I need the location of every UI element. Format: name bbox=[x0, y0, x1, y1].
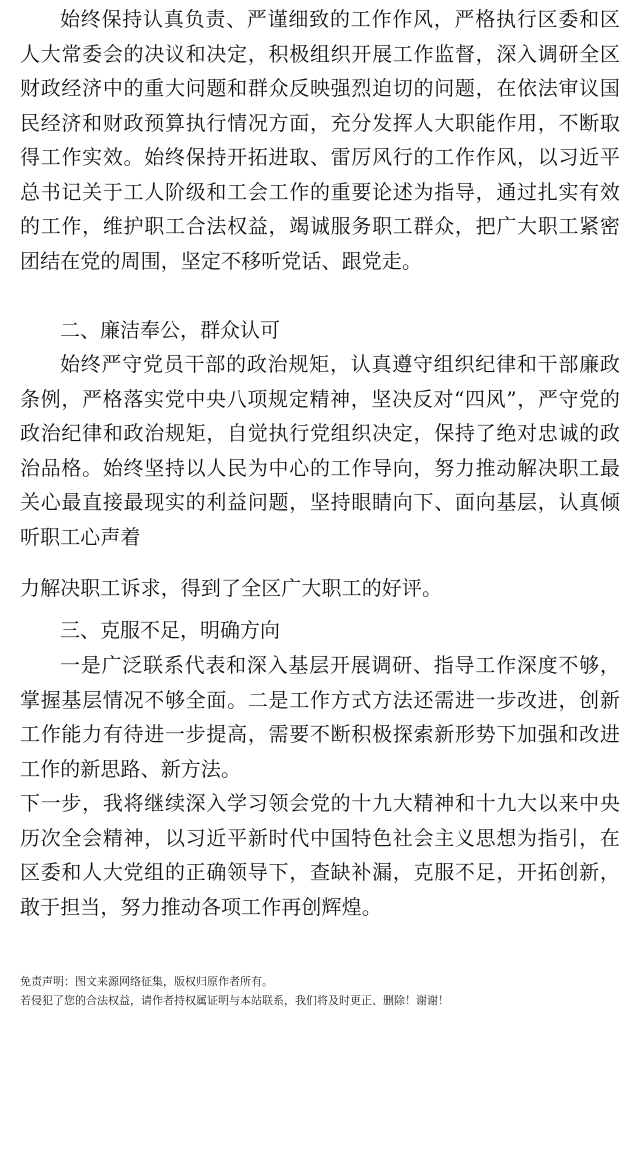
paragraph-next-steps: 下一步，我将继续深入学习领会党的十九大精神和十九大以来中央历次全会精神，以习近平新时代中国特色社会主义思想为指引，在区委和人大党组的正确领导下，查缺补漏，克服不足，开拓创新，敢于担当，努力推动各项工作再创辉煌。 bbox=[20, 791, 620, 919]
disclaimer-line-2: 若侵犯了您的合法权益，请作者持权属证明与本站联系，我们将及时更正、删除！谢谢！ bbox=[20, 994, 449, 1007]
section-heading-integrity: 二、廉洁奉公，群众认可 bbox=[60, 318, 280, 342]
paragraph-shortcomings: 一是广泛联系代表和深入基层开展调研、指导工作深度不够，掌握基层情况不够全面。二是工作方式方法还需进一步改进，创新工作能力有待进一步提高，需要不断积极探索新形势下加强和改进工作的新思路、新方法。 bbox=[20, 653, 620, 781]
paragraph-work-style: 始终保持认真负责、严谨细致的工作作风，严格执行区委和区人大常委会的决议和决定，积极组织开展工作监督，深入调研全区财政经济中的重大问题和群众反映强烈迫切的问题，在依法审议国民经济和财政预算执行情况方面，充分发挥人大职能作用，不断取得工作实效。始终保持开拓进取、雷厉风行的工作作风，以习近平总书记关于工人阶级和工会工作的重要论述为指导，通过扎实有效的工作，维护职工合法权益，竭诚服务职工群众，把广大职工紧密团结在党的周围，坚定不移听党话、跟党走。 bbox=[20, 7, 620, 273]
paragraph-integrity-continued: 力解决职工诉求，得到了全区广大职工的好评。 bbox=[20, 576, 443, 600]
paragraph-integrity: 始终严守党员干部的政治规矩，认真遵守组织纪律和干部廉政条例，严格落实党中央八项规定精神，坚决反对“四风”，严守党的政治纪律和政治规矩，自觉执行党组织决定，保持了绝对忠诚的政治品格。始终坚持以人民为中心的工作导向，努力推动解决职工最关心最直接最现实的利益问题，坚持眼睛向下、面向基层，认真倾听职工心声着 bbox=[20, 352, 620, 549]
disclaimer-line-1: 免责声明：图文来源网络征集，版权归原作者所有。 bbox=[20, 975, 273, 988]
section-heading-shortcomings: 三、克服不足，明确方向 bbox=[60, 618, 280, 642]
